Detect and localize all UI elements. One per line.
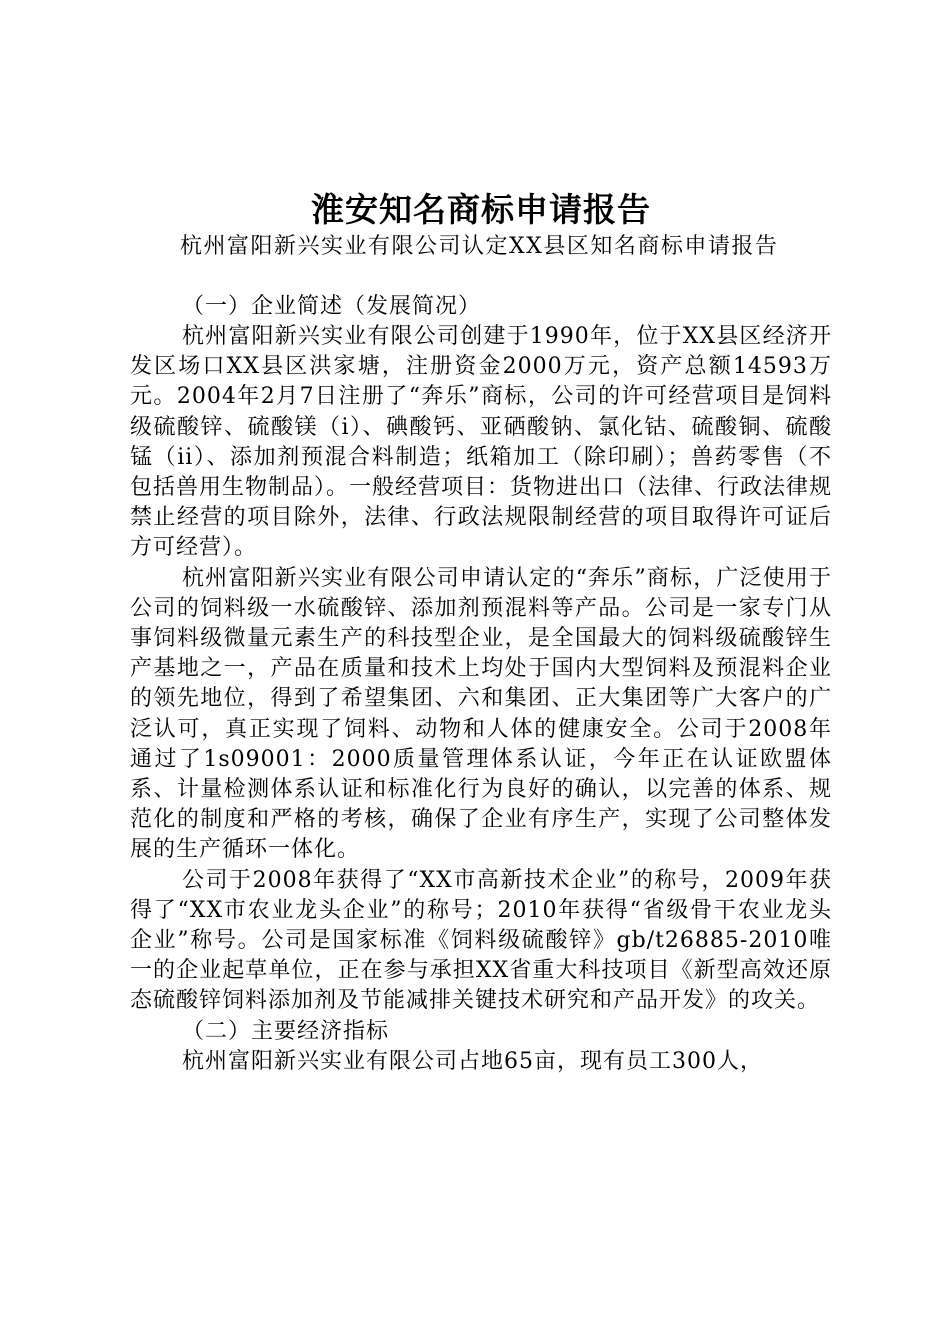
- document-title: 淮安知名商标申请报告: [311, 190, 651, 229]
- section-heading-economic-indicators: （二）主要经济指标: [182, 1018, 390, 1044]
- section-heading-overview: （一）企业简述（发展简况）: [182, 294, 482, 319]
- paragraph-honors: 公司于2008年获得了“XX市高新技术企业”的称号，2009年获得了“XX市农业龙头企业”的称号；2010年获得“省级骨干农业龙头企业”称号。公司是国家标准《饲料级硫酸锌》gb/t26885-2010唯一的企业起草单位，正在参与承担XX省重大科技项目《新型高效还原态硫酸锌饲料添加剂及节能减排关键技术研究和产品开发》的攻关。: [130, 867, 832, 1014]
- paragraph-trademark-usage: 杭州富阳新兴实业有限公司申请认定的“奔乐”商标，广泛使用于公司的饲料级一水硫酸锌、添加剂预混料等产品。公司是一家专门从事饲料级微量元素生产的科技型企业，是全国最大的饲料级硫酸锌生产基地之一，产品在质量和技术上均处于国内大型饲料及预混料企业的领先地位，得到了希望集团、六和集团、正大集团等广大客户的广泛认可，真正实现了饲料、动物和人体的健康安全。公司于2008年通过了1s09001：2000质量管理体系认证，今年正在认证欧盟体系、计量检测体系认证和标准化行为良好的确认，以完善的体系、规范化的制度和严格的考核，确保了企业有序生产，实现了公司整体发展的生产循环一体化。: [130, 565, 832, 863]
- paragraph-economic-indicators: 杭州富阳新兴实业有限公司占地65亩，现有员工300人，: [182, 1048, 763, 1074]
- document-subtitle: 杭州富阳新兴实业有限公司认定XX县区知名商标申请报告: [180, 234, 779, 259]
- document-page: [130, 188, 832, 1077]
- paragraph-company-intro: 杭州富阳新兴实业有限公司创建于1990年，位于XX县区经济开发区场口XX县区洪家塘，注册资金2000万元，资产总额14593万元。2004年2月7日注册了“奔乐”商标，公司的许可经营项目是饲料级硫酸锌、硫酸镁（i）、碘酸钙、亚硒酸钠、氯化钴、硫酸铜、硫酸锰（ii）、添加剂预混合料制造；纸箱加工（除印刷）；兽药零售（不包括兽用生物制品）。一般经营项目：货物进出口（法律、行政法律规禁止经营的项目除外，法律、行政法规限制经营的项目取得许可证后方可经营）。: [130, 324, 833, 561]
